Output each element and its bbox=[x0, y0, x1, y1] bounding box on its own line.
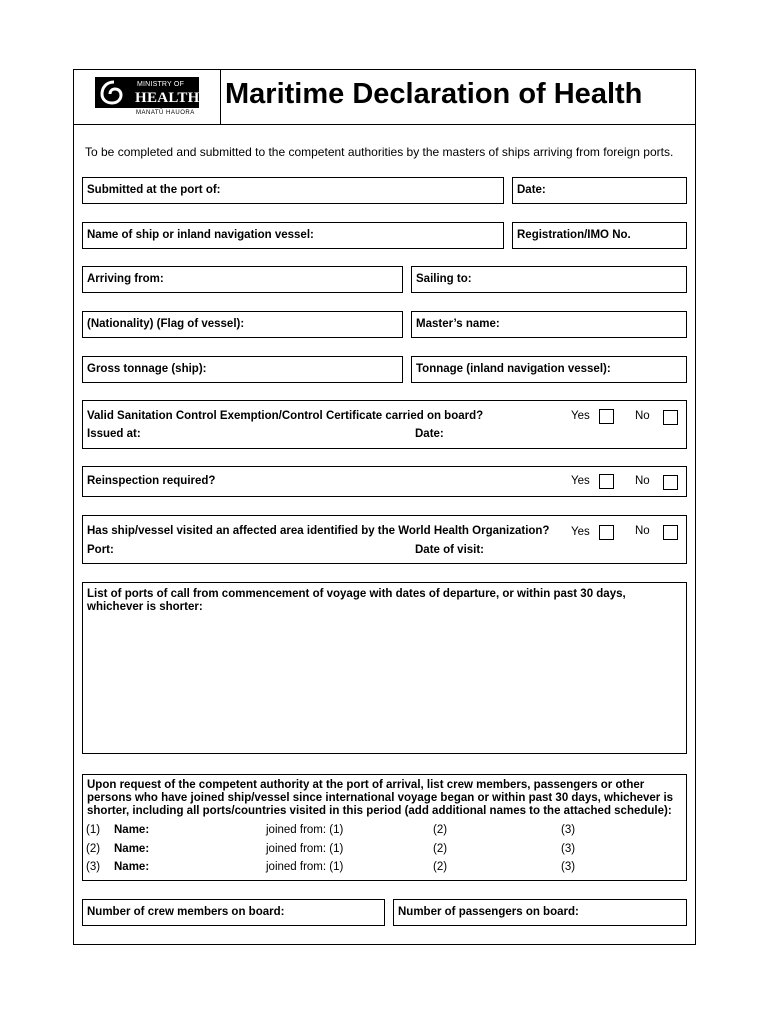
ports-of-call-section[interactable] bbox=[82, 582, 687, 754]
crew-list-section bbox=[82, 774, 687, 881]
crew-row-port-2: (2) bbox=[433, 861, 448, 873]
crew-row-port-2: (2) bbox=[433, 843, 448, 855]
affected-area-question: Has ship/vessel visited an affected area identified by the World Health Organization? bbox=[87, 525, 550, 537]
ship-name-field[interactable] bbox=[82, 222, 504, 249]
form-title: Maritime Declaration of Health bbox=[225, 78, 643, 110]
affected-area-no-label: No bbox=[635, 525, 650, 537]
crew-row-number: (1) bbox=[86, 824, 101, 836]
master-name-label: Master’s name: bbox=[416, 318, 500, 330]
crew-list-text: Upon request of the competent authority at the port of arrival, list crew members, passengers or other persons who have joined ship/vessel since international voyage began or within past 30 days, whichever is shorter, including all ports/countries visited in this period (add additional names to the attached schedule): bbox=[87, 779, 674, 817]
inland-tonnage-field[interactable] bbox=[411, 356, 687, 383]
reinspection-no-checkbox[interactable] bbox=[663, 475, 678, 490]
sailing-to-field[interactable] bbox=[411, 266, 687, 293]
affected-area-no-checkbox[interactable] bbox=[663, 525, 678, 540]
crew-row-number: (3) bbox=[86, 861, 101, 873]
sanitation-date-label: Date: bbox=[415, 428, 444, 440]
crew-row-port-2: (2) bbox=[433, 824, 448, 836]
koru-icon bbox=[99, 80, 129, 105]
crew-row-port-3: (3) bbox=[561, 861, 576, 873]
sanitation-yes-label: Yes bbox=[571, 410, 590, 422]
logo-maori-text: MANATŪ HAUORA bbox=[136, 110, 195, 116]
passenger-count-label: Number of passengers on board: bbox=[398, 906, 579, 918]
reinspection-no-label: No bbox=[635, 475, 650, 487]
inland-tonnage-label: Tonnage (inland navigation vessel): bbox=[416, 363, 611, 375]
visit-date-label: Date of visit: bbox=[415, 544, 485, 556]
ports-of-call-text: List of ports of call from commencement of voyage with dates of departure, or within past 30 days, whichever is shorter: bbox=[87, 588, 626, 613]
sanitation-no-checkbox[interactable] bbox=[663, 410, 678, 425]
affected-area-section bbox=[82, 515, 687, 564]
crew-row-joined-label: joined from: (1) bbox=[266, 843, 344, 855]
arriving-from-field[interactable] bbox=[82, 266, 403, 293]
reinspection-question: Reinspection required? bbox=[87, 475, 216, 487]
logo-ministry-text: MINISTRY OF bbox=[137, 81, 185, 88]
crew-count-label: Number of crew members on board: bbox=[87, 906, 285, 918]
passenger-count-field[interactable] bbox=[393, 899, 687, 926]
master-name-field[interactable] bbox=[411, 311, 687, 338]
ministry-logo bbox=[95, 77, 199, 108]
nationality-label: (Nationality) (Flag of vessel): bbox=[87, 318, 245, 330]
crew-row-joined-label: joined from: (1) bbox=[266, 861, 344, 873]
crew-row-name-label: Name: bbox=[114, 843, 150, 855]
logo-health-text: HEALTH bbox=[135, 90, 200, 106]
intro-text: To be completed and submitted to the competent authorities by the masters of ships arriving from foreign ports. bbox=[85, 145, 674, 159]
arriving-from-label: Arriving from: bbox=[87, 273, 164, 285]
crew-row-port-3: (3) bbox=[561, 843, 576, 855]
issued-at-label: Issued at: bbox=[87, 428, 141, 440]
sailing-to-label: Sailing to: bbox=[416, 273, 472, 285]
port-field[interactable] bbox=[82, 177, 504, 204]
gross-tonnage-field[interactable] bbox=[82, 356, 403, 383]
affected-area-yes-label: Yes bbox=[571, 526, 590, 538]
crew-count-field[interactable] bbox=[82, 899, 385, 926]
reinspection-yes-checkbox[interactable] bbox=[599, 474, 614, 489]
form-header bbox=[74, 70, 695, 125]
ship-name-label: Name of ship or inland navigation vessel: bbox=[87, 229, 314, 241]
logo-cell bbox=[74, 70, 221, 124]
crew-row-joined-label: joined from: (1) bbox=[266, 824, 344, 836]
sanitation-question: Valid Sanitation Control Exemption/Control Certificate carried on board? bbox=[87, 410, 484, 422]
sanitation-section bbox=[82, 400, 687, 449]
nationality-field[interactable] bbox=[82, 311, 403, 338]
registration-label: Registration/IMO No. bbox=[517, 229, 631, 241]
affected-area-yes-checkbox[interactable] bbox=[599, 525, 614, 540]
registration-field[interactable] bbox=[512, 222, 687, 249]
crew-row-number: (2) bbox=[86, 843, 101, 855]
sanitation-no-label: No bbox=[635, 410, 650, 422]
date-field[interactable] bbox=[512, 177, 687, 204]
crew-row-name-label: Name: bbox=[114, 861, 150, 873]
sanitation-yes-checkbox[interactable] bbox=[599, 409, 614, 424]
port-label: Submitted at the port of: bbox=[87, 184, 221, 196]
visit-port-label: Port: bbox=[87, 544, 114, 556]
reinspection-section bbox=[82, 466, 687, 497]
crew-row-name-label: Name: bbox=[114, 824, 150, 836]
gross-tonnage-label: Gross tonnage (ship): bbox=[87, 363, 207, 375]
crew-row-port-3: (3) bbox=[561, 824, 576, 836]
reinspection-yes-label: Yes bbox=[571, 475, 590, 487]
date-label: Date: bbox=[517, 184, 546, 196]
